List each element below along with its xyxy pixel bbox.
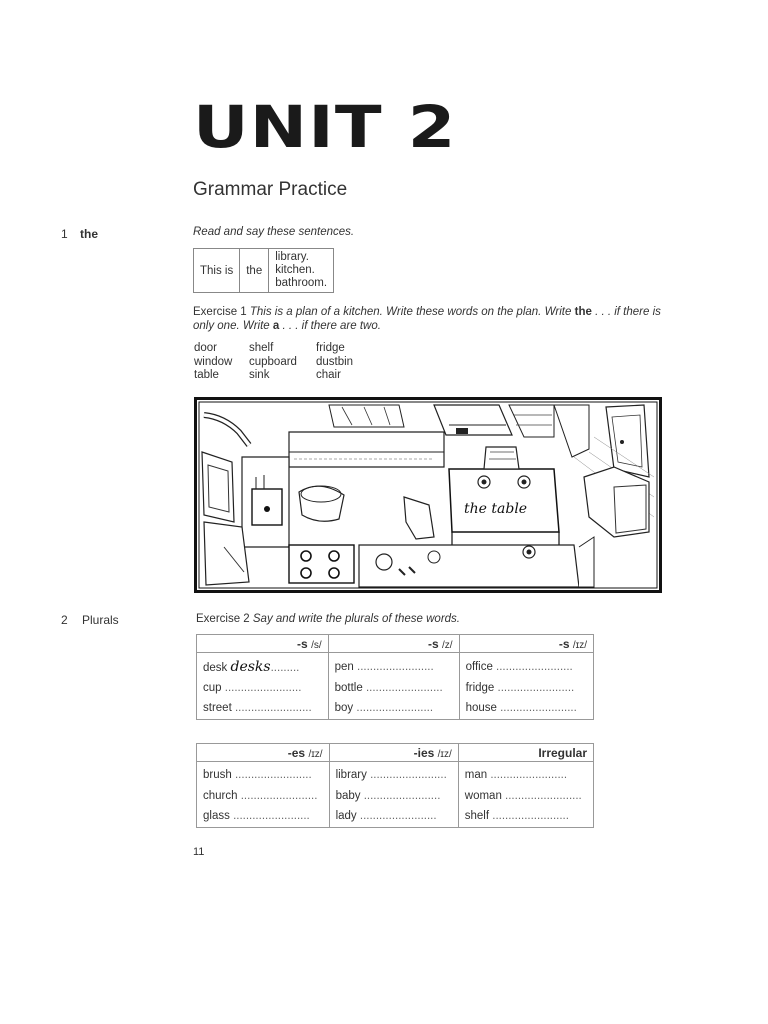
sentence-options [269,249,334,293]
cell-boy[interactable]: boy ........................ [328,698,459,719]
section-2-label: Plurals [82,613,119,627]
page-subtitle: Grammar Practice [193,179,348,200]
cell-house[interactable]: house ........................ [459,698,593,719]
cell-glass[interactable]: glass ........................ [197,806,330,827]
sentence-col-this-is: This is [194,249,240,293]
word-item: sink [249,369,270,381]
exercise-1-label: Exercise 1 [193,306,247,318]
exercise-2-label: Exercise 2 [196,613,250,625]
cell-pen[interactable]: pen ........................ [328,653,459,678]
exercise-2-text: Exercise 2 Say and write the plurals of these words. [196,613,460,625]
table2-header: Irregular [458,744,593,762]
option-bathroom: bathroom. [275,277,328,289]
plurals-table-1 [196,634,594,720]
word-list [194,342,376,383]
table-row [197,762,594,786]
word-item: window [194,355,233,368]
sentence-table [193,248,334,293]
section-1-number: 1 [61,227,68,241]
exercise-1-text: Exercise 1 This is a plan of a kitchen. Write these words on the plan. Write the . . . if there is only one. Write a . . . if there are two. [193,306,661,332]
cell-fridge[interactable]: fridge ........................ [459,678,593,699]
page-number: 11 [193,846,205,858]
cell-bottle[interactable]: bottle ........................ [328,678,459,699]
word-item: table [194,369,219,381]
cell-lady[interactable]: lady ........................ [329,806,458,827]
kitchen-plan [194,397,662,593]
table-row [197,653,594,678]
table-row [197,698,594,719]
table2-header: -es /ɪz/ [197,744,330,762]
option-kitchen: kitchen. [275,264,315,276]
cell-baby[interactable]: baby ........................ [329,786,458,807]
word-item: shelf [249,342,274,354]
table1-header: -s /s/ [197,635,329,653]
word-the: the [574,306,592,318]
kitchen-plan-illustration [194,397,662,593]
sentence-col-the: the [240,249,269,293]
table-row [197,786,594,807]
word-item: chair [316,369,341,381]
cell-man[interactable]: man ........................ [458,762,593,786]
table1-header: -s /z/ [328,635,459,653]
cell-library[interactable]: library ........................ [329,762,458,786]
word-item: dustbin [316,355,354,368]
section-1-instruction: Read and say these sentences. [193,226,355,238]
unit-title: UNIT 2 [193,93,457,161]
cell-desk[interactable]: desk desks......... [197,653,329,678]
word-a: a [272,320,280,332]
handwritten-answer: desks [230,659,271,676]
word-item: fridge [316,342,345,354]
cell-street[interactable]: street ........................ [197,698,329,719]
cell-cup[interactable]: cup ........................ [197,678,329,699]
section-2-number: 2 [61,613,68,627]
table2-header: -ies /ɪz/ [329,744,458,762]
plan-label-the-table: the table [464,501,528,517]
word-item: door [194,342,218,354]
cell-office[interactable]: office ........................ [459,653,593,678]
option-library: library. [275,251,309,263]
plurals-table-2 [196,743,594,828]
table-row [197,678,594,699]
cell-brush[interactable]: brush ........................ [197,762,330,786]
word-item: cupboard [249,355,297,368]
table1-header: -s /ɪz/ [459,635,593,653]
cell-shelf[interactable]: shelf ........................ [458,806,593,827]
cell-woman[interactable]: woman ........................ [458,786,593,807]
section-1-label: the [80,227,98,241]
cell-church[interactable]: church ........................ [197,786,330,807]
table-row [197,806,594,827]
